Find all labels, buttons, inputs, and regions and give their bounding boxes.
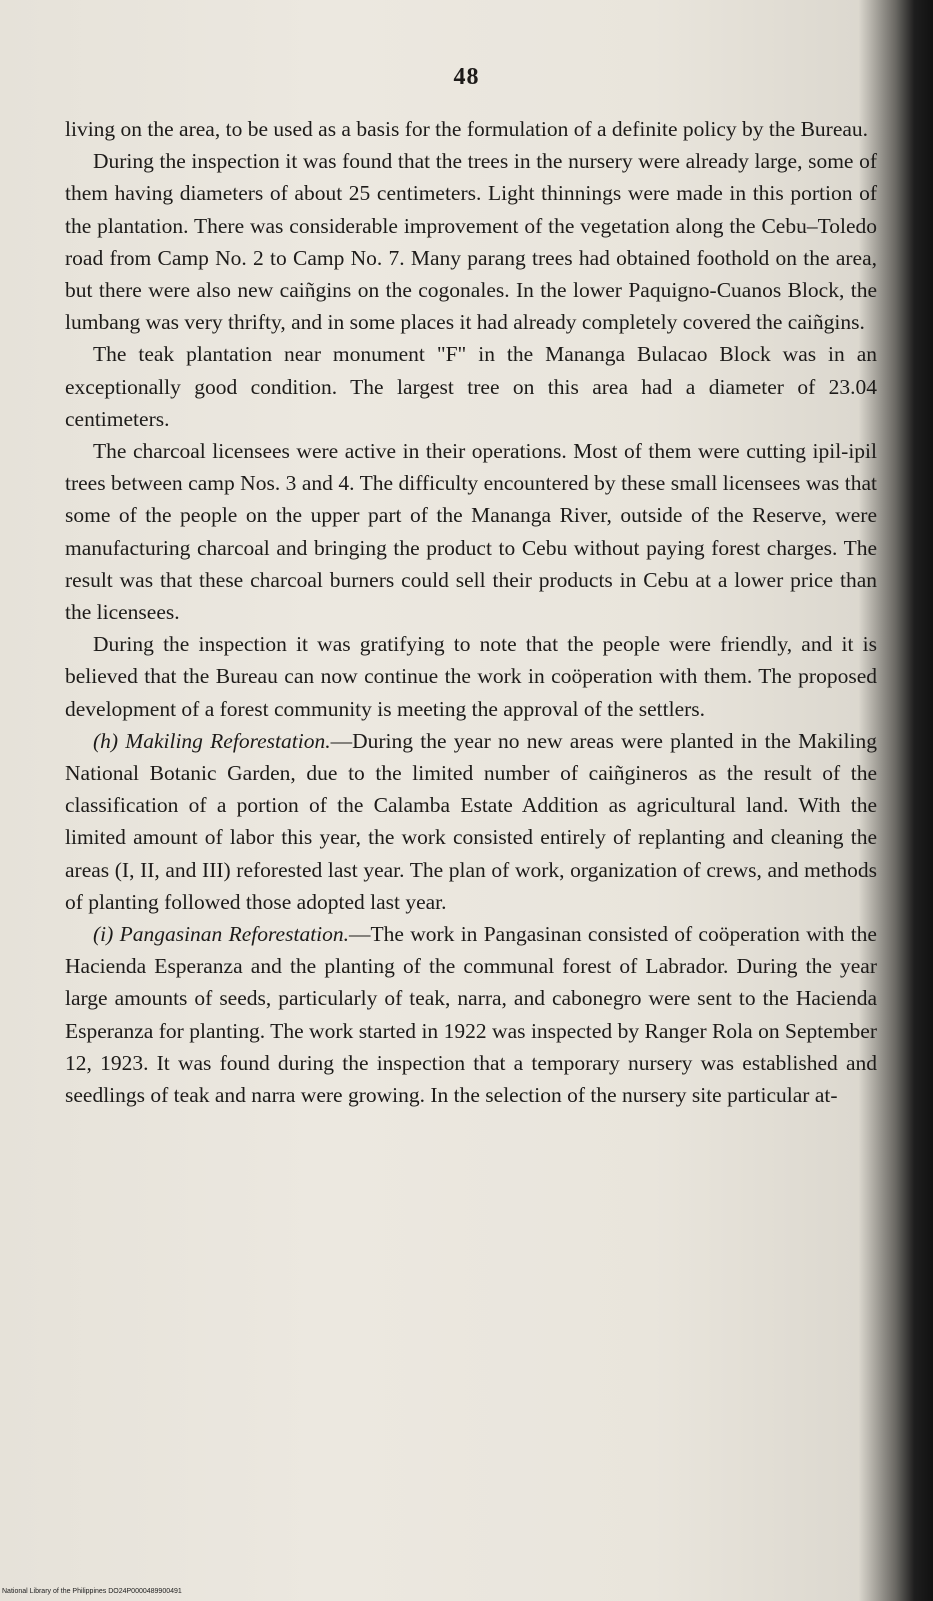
makiling-text: —During the year no new areas were planted in the Makiling National Botanic Garden, due to the limited number of caiñgineros as the result of the classification of a portion of the Calamba Estate Addition as agricultural land. With the limited amount of labor this year, the work consisted entirely of replanting and cleaning the areas (I, II, and III) reforested last year. The plan of work, organization of crews, and methods of planting followed those adopted last year. [65, 728, 877, 914]
pangasinan-text: —The work in Pangasinan consisted of coöperation with the Hacienda Esperanza and the planting of the communal forest of Labrador. During the year large amounts of seeds, particularly of teak, narra, and cabonegro were sent to the Hacienda Esperanza for planting. The work started in 1922 was inspected by Ranger Rola on September 12, 1923. It was found during the inspection that a temporary nursery was established and seedlings of teak and narra were growing. In the selection of the nursery site particular at- [65, 922, 877, 1108]
body-text [65, 113, 877, 1111]
pangasinan-heading: (i) Pangasinan Reforestation. [93, 922, 350, 947]
paragraph-continuation: living on the area, to be used as a basis for the formulation of a definite policy by the Bureau. [65, 117, 869, 141]
makiling-heading: (h) Makiling Reforestation. [93, 728, 331, 753]
paragraph-teak-plantation: The teak plantation near monument "F" in the Mananga Bulacao Block was in an exceptionally good condition. The largest tree on this area had a diameter of 23.04 centimeters. [65, 342, 877, 431]
paragraph-people-friendly: During the inspection it was gratifying to note that the people were friendly, and it is believed that the Bureau can now continue the work in coöperation with them. The proposed development of a forest community is meeting the approval of the settlers. [65, 632, 877, 721]
paragraph-pangasinan-reforestation [65, 918, 877, 1111]
scan-footer: National Library of the Philippines DO24P0000489900491 [2, 1588, 182, 1595]
paragraph-charcoal-licensees: The charcoal licensees were active in their operations. Most of them were cutting ipil-ipil trees between camp Nos. 3 and 4. The difficulty encountered by these small licensees was that some of the people on the upper part of the Mananga River, outside of the Reserve, were manufacturing charcoal and bringing the product to Cebu without paying forest charges. The result was that these charcoal burners could sell their products in Cebu at a lower price than the licensees. [65, 439, 877, 625]
page-number: 48 [453, 64, 480, 90]
paragraph-nursery-inspection: During the inspection it was found that the trees in the nursery were already large, some of them having diameters of about 25 centimeters. Light thinnings were made in this portion of the plantation. There was considerable improvement of the vegetation along the Cebu–Toledo road from Camp No. 2 to Camp No. 7. Many parang trees had obtained foothold on the area, but there were also new caiñgins on the cogonales. In the lower Paquigno-Cuanos Block, the lumbang was very thrifty, and in some places it had already completely covered the caiñgins. [65, 149, 877, 335]
paragraph-makiling-reforestation [65, 725, 877, 918]
